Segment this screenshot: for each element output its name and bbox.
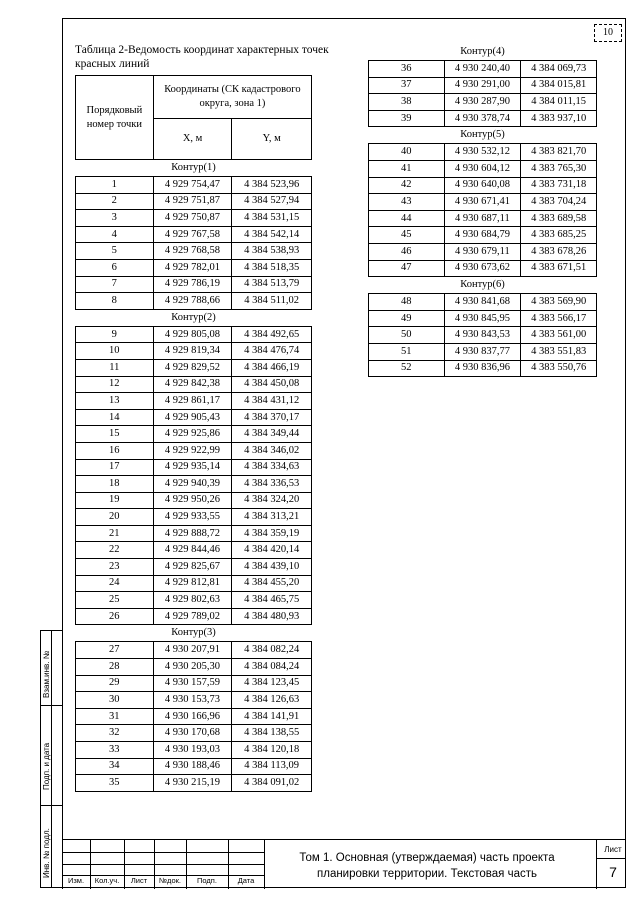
y-coordinate-cell: 4 384 091,02	[232, 775, 312, 792]
x-coordinate-cell: 4 929 940,39	[153, 476, 232, 493]
point-number-cell: 31	[76, 708, 154, 725]
table-row	[76, 193, 312, 210]
point-number-cell: 43	[369, 194, 445, 211]
x-coordinate-cell: 4 929 767,58	[153, 226, 232, 243]
tb-label-podp: Подп.	[197, 876, 217, 885]
y-coordinate-cell: 4 384 141,91	[232, 708, 312, 725]
y-coordinate-cell: 4 384 126,63	[232, 692, 312, 709]
table-row	[76, 409, 312, 426]
point-number-cell: 35	[76, 775, 154, 792]
y-coordinate-cell: 4 383 765,30	[521, 160, 597, 177]
x-coordinate-cell: 4 929 754,47	[153, 177, 232, 194]
contour-heading: Контур(4)	[460, 46, 505, 57]
x-coordinate-cell: 4 929 825,67	[153, 559, 232, 576]
x-coordinate-cell: 4 929 861,17	[153, 393, 232, 410]
point-number-cell: 17	[76, 459, 154, 476]
table-row	[369, 194, 597, 211]
x-coordinate-cell: 4 929 950,26	[153, 492, 232, 509]
table-row	[76, 659, 312, 676]
point-number-cell: 30	[76, 692, 154, 709]
table-row	[76, 259, 312, 276]
table-row	[369, 243, 597, 260]
y-coordinate-cell: 4 383 937,10	[521, 110, 597, 127]
y-coordinate-cell: 4 384 542,14	[232, 226, 312, 243]
point-number-cell: 42	[369, 177, 445, 194]
table-row	[369, 144, 597, 161]
x-coordinate-cell: 4 929 802,63	[153, 592, 232, 609]
x-coordinate-cell: 4 930 836,96	[444, 360, 521, 377]
table-row	[369, 227, 597, 244]
point-number-cell: 36	[369, 61, 445, 78]
y-coordinate-cell: 4 384 531,15	[232, 210, 312, 227]
table-row	[76, 492, 312, 509]
x-coordinate-cell: 4 930 207,91	[153, 642, 232, 659]
x-coordinate-cell: 4 930 837,77	[444, 343, 521, 360]
table-row	[76, 708, 312, 725]
point-number-cell: 47	[369, 260, 445, 277]
table-row	[76, 276, 312, 293]
table-row	[369, 294, 597, 311]
contour-table	[75, 641, 312, 791]
point-number-cell: 45	[369, 227, 445, 244]
sheet-label: Лист	[604, 845, 622, 854]
point-number-cell: 39	[369, 110, 445, 127]
x-coordinate-cell: 4 930 378,74	[444, 110, 521, 127]
x-coordinate-cell: 4 930 240,40	[444, 61, 521, 78]
point-number-cell: 5	[76, 243, 154, 260]
table-row	[369, 260, 597, 277]
x-coordinate-cell: 4 929 788,66	[153, 293, 232, 310]
y-coordinate-cell: 4 384 538,93	[232, 243, 312, 260]
y-coordinate-cell: 4 384 015,81	[521, 77, 597, 94]
x-coordinate-cell: 4 930 153,73	[153, 692, 232, 709]
table-row	[76, 442, 312, 459]
table-row	[76, 177, 312, 194]
table-row	[76, 775, 312, 792]
contour-table	[368, 293, 597, 377]
x-coordinate-cell: 4 929 905,43	[153, 409, 232, 426]
left-table-body	[75, 160, 312, 792]
x-coordinate-cell: 4 930 841,68	[444, 294, 521, 311]
y-coordinate-cell: 4 384 011,15	[521, 94, 597, 111]
point-number-cell: 19	[76, 492, 154, 509]
table-row	[76, 476, 312, 493]
y-coordinate-cell: 4 383 678,26	[521, 243, 597, 260]
table-row	[76, 426, 312, 443]
side-label-vzam: Взам.инв. №	[42, 650, 51, 698]
y-coordinate-cell: 4 383 685,25	[521, 227, 597, 244]
point-number-cell: 10	[76, 343, 154, 360]
table-row	[369, 160, 597, 177]
x-coordinate-cell: 4 930 687,11	[444, 210, 521, 227]
tb-label-ndok: №док.	[159, 876, 181, 885]
y-coordinate-cell: 4 383 569,90	[521, 294, 597, 311]
tb-label-list: Лист	[130, 876, 148, 885]
x-coordinate-cell: 4 929 768,58	[153, 243, 232, 260]
header-point-number: Порядковый номер точки	[76, 76, 154, 160]
contour-table	[368, 143, 597, 277]
y-coordinate-cell: 4 383 671,51	[521, 260, 597, 277]
point-number-cell: 41	[369, 160, 445, 177]
point-number-cell: 48	[369, 294, 445, 311]
table-row	[369, 210, 597, 227]
table-title: Таблица 2-Ведомость координат характерных точек красных линий	[75, 44, 329, 70]
point-number-cell: 13	[76, 393, 154, 410]
table-row	[76, 692, 312, 709]
table-row	[369, 327, 597, 344]
y-coordinate-cell: 4 384 123,45	[232, 675, 312, 692]
table-row	[76, 359, 312, 376]
point-number-cell: 50	[369, 327, 445, 344]
point-number-cell: 40	[369, 144, 445, 161]
point-number-cell: 25	[76, 592, 154, 609]
table-row	[76, 525, 312, 542]
table-row	[76, 393, 312, 410]
tb-label-kol: Кол.уч.	[94, 876, 120, 885]
y-coordinate-cell: 4 384 349,44	[232, 426, 312, 443]
table-row	[369, 61, 597, 78]
tb-row-line	[62, 864, 264, 865]
y-coordinate-cell: 4 383 551,83	[521, 343, 597, 360]
x-coordinate-cell: 4 929 812,81	[153, 575, 232, 592]
point-number-cell: 24	[76, 575, 154, 592]
point-number-cell: 21	[76, 525, 154, 542]
y-coordinate-cell: 4 383 689,58	[521, 210, 597, 227]
contour-table	[75, 326, 312, 626]
point-number-cell: 38	[369, 94, 445, 111]
point-number-cell: 18	[76, 476, 154, 493]
table-row	[76, 575, 312, 592]
point-number-cell: 33	[76, 742, 154, 759]
table-row	[369, 360, 597, 377]
contour-heading: Контур(2)	[171, 311, 216, 323]
x-coordinate-cell: 4 930 287,90	[444, 94, 521, 111]
table-row	[76, 725, 312, 742]
x-coordinate-cell: 4 929 922,99	[153, 442, 232, 459]
x-coordinate-cell: 4 929 789,02	[153, 608, 232, 625]
point-number-cell: 49	[369, 310, 445, 327]
tb-col-line	[264, 840, 265, 889]
table-header	[75, 75, 312, 160]
y-coordinate-cell: 4 384 334,63	[232, 459, 312, 476]
coordinates-table-left	[75, 75, 312, 792]
table-row	[76, 542, 312, 559]
table-row	[76, 243, 312, 260]
title-block	[62, 839, 626, 888]
y-coordinate-cell: 4 384 480,93	[232, 608, 312, 625]
y-coordinate-cell: 4 384 336,53	[232, 476, 312, 493]
header-coordinates: Координаты (СК кадастрового округа, зона 1)	[153, 76, 311, 119]
table-row	[369, 343, 597, 360]
y-coordinate-cell: 4 384 518,35	[232, 259, 312, 276]
x-coordinate-cell: 4 929 819,34	[153, 343, 232, 360]
y-coordinate-cell: 4 384 431,12	[232, 393, 312, 410]
x-coordinate-cell: 4 929 751,87	[153, 193, 232, 210]
x-coordinate-cell: 4 929 925,86	[153, 426, 232, 443]
contour-heading: Контур(3)	[171, 627, 216, 639]
coordinates-table-right	[368, 44, 597, 377]
contour-heading: Контур(5)	[460, 129, 505, 141]
point-number-cell: 9	[76, 326, 154, 343]
y-coordinate-cell: 4 383 731,18	[521, 177, 597, 194]
y-coordinate-cell: 4 384 476,74	[232, 343, 312, 360]
y-coordinate-cell: 4 384 492,65	[232, 326, 312, 343]
table-row	[76, 592, 312, 609]
y-coordinate-cell: 4 384 113,09	[232, 758, 312, 775]
point-number-cell: 44	[369, 210, 445, 227]
point-number-cell: 3	[76, 210, 154, 227]
x-coordinate-cell: 4 930 845,95	[444, 310, 521, 327]
point-number-cell: 27	[76, 642, 154, 659]
x-coordinate-cell: 4 929 829,52	[153, 359, 232, 376]
header-y: Y, м	[232, 119, 312, 160]
x-coordinate-cell: 4 930 640,08	[444, 177, 521, 194]
x-coordinate-cell: 4 930 532,12	[444, 144, 521, 161]
table-row	[76, 509, 312, 526]
y-coordinate-cell: 4 384 465,75	[232, 592, 312, 609]
x-coordinate-cell: 4 930 215,19	[153, 775, 232, 792]
tb-col-line	[596, 840, 597, 889]
point-number-cell: 7	[76, 276, 154, 293]
y-coordinate-cell: 4 384 420,14	[232, 542, 312, 559]
table-row	[76, 343, 312, 360]
table-row	[76, 608, 312, 625]
point-number-cell: 29	[76, 675, 154, 692]
x-coordinate-cell: 4 929 786,19	[153, 276, 232, 293]
x-coordinate-cell: 4 929 782,01	[153, 259, 232, 276]
x-coordinate-cell: 4 929 805,08	[153, 326, 232, 343]
x-coordinate-cell: 4 929 750,87	[153, 210, 232, 227]
y-coordinate-cell: 4 384 439,10	[232, 559, 312, 576]
y-coordinate-cell: 4 384 069,73	[521, 61, 597, 78]
x-coordinate-cell: 4 930 671,41	[444, 194, 521, 211]
point-number-cell: 28	[76, 659, 154, 676]
x-coordinate-cell: 4 930 188,46	[153, 758, 232, 775]
point-number-cell: 15	[76, 426, 154, 443]
sheet-number: 7	[609, 864, 617, 880]
y-coordinate-cell: 4 383 821,70	[521, 144, 597, 161]
point-number-cell: 12	[76, 376, 154, 393]
table-row	[76, 226, 312, 243]
tb-row-line	[596, 858, 626, 859]
table-row	[369, 177, 597, 194]
x-coordinate-cell: 4 930 604,12	[444, 160, 521, 177]
y-coordinate-cell: 4 384 120,18	[232, 742, 312, 759]
y-coordinate-cell: 4 384 523,96	[232, 177, 312, 194]
point-number-cell: 14	[76, 409, 154, 426]
point-number-cell: 32	[76, 725, 154, 742]
contour-table	[75, 176, 312, 310]
table-row	[76, 559, 312, 576]
table-row	[76, 293, 312, 310]
y-coordinate-cell: 4 384 138,55	[232, 725, 312, 742]
point-number-cell: 11	[76, 359, 154, 376]
document-title: Том 1. Основная (утверждаемая) часть проекта планировки территории. Текстовая часть	[299, 852, 555, 880]
point-number-cell: 16	[76, 442, 154, 459]
x-coordinate-cell: 4 929 842,38	[153, 376, 232, 393]
x-coordinate-cell: 4 930 291,00	[444, 77, 521, 94]
y-coordinate-cell: 4 384 455,20	[232, 575, 312, 592]
y-coordinate-cell: 4 384 084,24	[232, 659, 312, 676]
y-coordinate-cell: 4 384 466,19	[232, 359, 312, 376]
table-row	[76, 642, 312, 659]
point-number-cell: 23	[76, 559, 154, 576]
point-number-cell: 8	[76, 293, 154, 310]
header-x: X, м	[153, 119, 232, 160]
y-coordinate-cell: 4 384 450,08	[232, 376, 312, 393]
point-number-cell: 6	[76, 259, 154, 276]
contour-table	[368, 60, 597, 127]
tb-row-line	[62, 852, 264, 853]
point-number-cell: 20	[76, 509, 154, 526]
y-coordinate-cell: 4 384 513,79	[232, 276, 312, 293]
side-strip-line	[40, 705, 62, 706]
x-coordinate-cell: 4 930 193,03	[153, 742, 232, 759]
point-number-cell: 52	[369, 360, 445, 377]
x-coordinate-cell: 4 930 170,68	[153, 725, 232, 742]
x-coordinate-cell: 4 930 157,59	[153, 675, 232, 692]
page-number: 10	[594, 24, 622, 42]
y-coordinate-cell: 4 384 359,19	[232, 525, 312, 542]
x-coordinate-cell: 4 930 843,53	[444, 327, 521, 344]
y-coordinate-cell: 4 383 566,17	[521, 310, 597, 327]
y-coordinate-cell: 4 384 346,02	[232, 442, 312, 459]
y-coordinate-cell: 4 383 704,24	[521, 194, 597, 211]
point-number-cell: 51	[369, 343, 445, 360]
y-coordinate-cell: 4 384 511,02	[232, 293, 312, 310]
y-coordinate-cell: 4 384 370,17	[232, 409, 312, 426]
table-row	[76, 459, 312, 476]
point-number-cell: 22	[76, 542, 154, 559]
x-coordinate-cell: 4 930 679,11	[444, 243, 521, 260]
table-row	[76, 326, 312, 343]
y-coordinate-cell: 4 384 324,20	[232, 492, 312, 509]
x-coordinate-cell: 4 930 684,79	[444, 227, 521, 244]
tb-label-data: Дата	[237, 876, 255, 885]
x-coordinate-cell: 4 929 844,46	[153, 542, 232, 559]
table-row	[76, 742, 312, 759]
contour-heading: Контур(1)	[171, 162, 216, 173]
table-row	[76, 376, 312, 393]
table-row	[369, 94, 597, 111]
side-label-inv: Инв. № подл.	[42, 828, 51, 878]
point-number-cell: 26	[76, 608, 154, 625]
table-row	[76, 758, 312, 775]
point-number-cell: 2	[76, 193, 154, 210]
x-coordinate-cell: 4 930 673,62	[444, 260, 521, 277]
side-strip-line	[40, 805, 62, 806]
point-number-cell: 34	[76, 758, 154, 775]
y-coordinate-cell: 4 383 561,00	[521, 327, 597, 344]
y-coordinate-cell: 4 384 082,24	[232, 642, 312, 659]
x-coordinate-cell: 4 929 888,72	[153, 525, 232, 542]
point-number-cell: 37	[369, 77, 445, 94]
contour-heading: Контур(6)	[460, 279, 505, 291]
x-coordinate-cell: 4 930 166,96	[153, 708, 232, 725]
point-number-cell: 4	[76, 226, 154, 243]
table-row	[369, 110, 597, 127]
point-number-cell: 46	[369, 243, 445, 260]
y-coordinate-cell: 4 384 527,94	[232, 193, 312, 210]
x-coordinate-cell: 4 929 933,55	[153, 509, 232, 526]
table-row	[369, 310, 597, 327]
x-coordinate-cell: 4 930 205,30	[153, 659, 232, 676]
table-row	[369, 77, 597, 94]
right-table-body	[368, 44, 597, 377]
table-row	[76, 675, 312, 692]
y-coordinate-cell: 4 383 550,76	[521, 360, 597, 377]
side-label-podp: Подп. и дата	[42, 742, 51, 790]
point-number-cell: 1	[76, 177, 154, 194]
x-coordinate-cell: 4 929 935,14	[153, 459, 232, 476]
tb-label-izm: Изм.	[67, 876, 85, 885]
table-row	[76, 210, 312, 227]
y-coordinate-cell: 4 384 313,21	[232, 509, 312, 526]
